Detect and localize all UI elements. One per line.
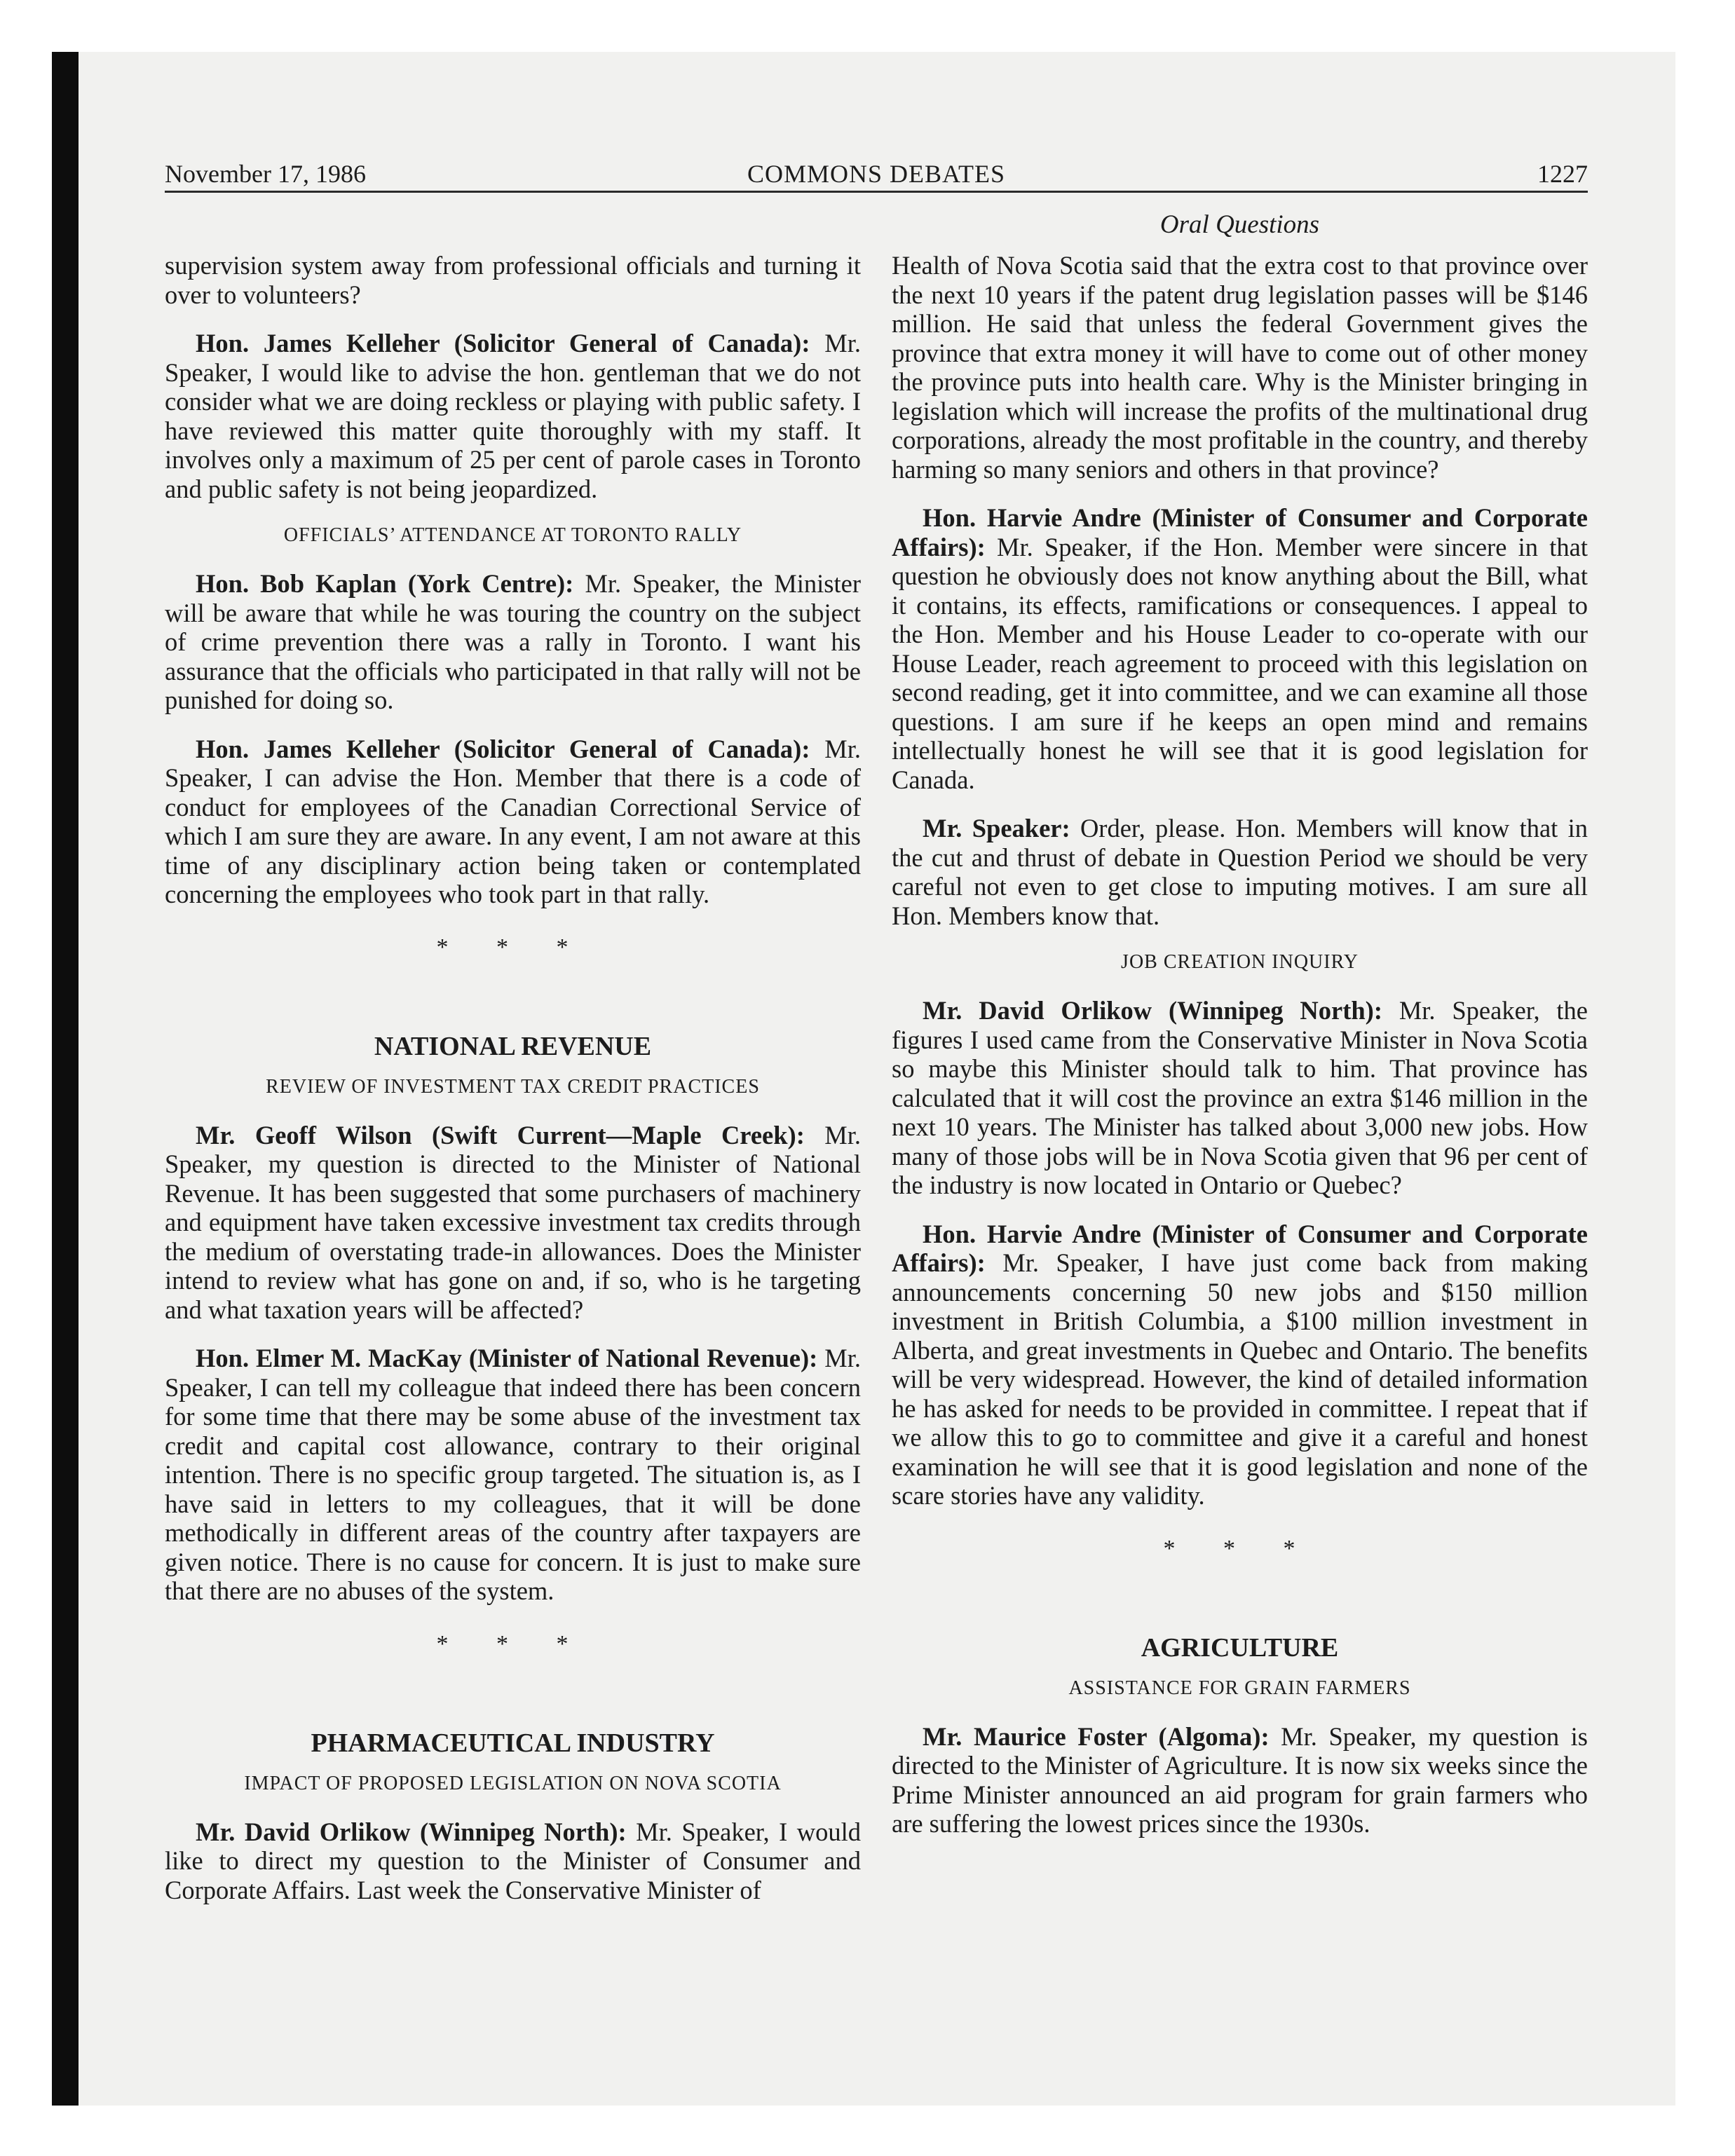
paragraph-text: Health of Nova Scotia said that the extra cost to that province over the next 10 years if the patent drug legislation passes will be $146 million. He said that unless the federal Government gives the province that extra money it will have to come out of other money the province puts into health care. Why is the Minister bringing in legislation which will increase the profits of the multinational drug corporations, already the most profitable in the country, and thereby harming so many seniors and others in that province? bbox=[892, 251, 1588, 484]
scan-edge bbox=[52, 52, 79, 2106]
speaker-name: Hon. Bob Kaplan (York Centre): bbox=[196, 569, 574, 598]
section-heading: NATIONAL REVENUE bbox=[374, 1031, 652, 1061]
section-divider: * * * bbox=[1163, 1535, 1316, 1562]
paragraph bbox=[165, 1817, 861, 1905]
speaker-name: Mr. Maurice Foster (Algoma): bbox=[923, 1721, 1270, 1751]
page-header bbox=[165, 157, 1588, 193]
speaker-name: Mr. Speaker: bbox=[923, 814, 1070, 842]
subheading: IMPACT OF PROPOSED LEGISLATION ON NOVA SCOTIA bbox=[244, 1772, 782, 1794]
paragraph bbox=[165, 569, 861, 715]
header-date: November 17, 1986 bbox=[165, 160, 366, 188]
paragraph bbox=[892, 1722, 1588, 1838]
page-number: 1227 bbox=[1537, 160, 1588, 188]
left-column bbox=[165, 251, 861, 1924]
paragraph bbox=[165, 251, 861, 309]
speaker-name: Hon. Elmer M. MacKay (Minister of National Revenue): bbox=[196, 1344, 818, 1372]
paragraph-text: Mr. Speaker, the Minister will be aware that while he was touring the country on the subject of crime prevention there was a rally in Toronto. I want his assurance that the officials who participated in that rally will not be punished for doing so. bbox=[165, 569, 861, 714]
paragraph bbox=[892, 251, 1588, 484]
paragraph bbox=[165, 329, 861, 503]
paragraph bbox=[892, 503, 1588, 794]
speaker-name: Hon. Harvie Andre (Minister of Consumer and Corporate Affairs): bbox=[892, 1219, 1588, 1277]
section-heading: AGRICULTURE bbox=[1141, 1632, 1339, 1663]
paragraph-text: Mr. Speaker, if the Hon. Member were sincere in that question he obviously does not know anything about the Bill, what it contains, its effects, ramifications or consequences. I appeal to the Hon. Member and his House Leader to co-operate with our House Leader, reach agreement to proceed with this legislation on second reading, get it into committee, and we can examine all those questions. I am sure if he keeps an open mind and remains intellectually honest he will see that it is good legislation for Canada. bbox=[892, 532, 1588, 794]
section-divider: * * * bbox=[436, 934, 590, 960]
paragraph-text: Order, please. Hon. Members will know that in the cut and thrust of debate in Question Period we should be very careful not even to get close to imputing motives. I am sure all Hon. Members know that. bbox=[892, 814, 1588, 930]
paragraph-text: Mr. Speaker, I would like to advise the hon. gentleman that we do not consider what we are doing reckless or playing with public safety. I have reviewed this matter quite thoroughly with my staff. It involves only a maximum of 25 per cent of parole cases in Toronto and public safety is not being jeopardized. bbox=[165, 329, 861, 503]
speaker-name: Hon. James Kelleher (Solicitor General of Canada): bbox=[196, 329, 810, 357]
paragraph-text: Mr. Speaker, I would like to direct my question to the Minister of Consumer and Corporate Affairs. Last week the Conservative Minister of bbox=[165, 1817, 861, 1904]
paragraph-text: Mr. Speaker, the figures I used came from the Conservative Minister in Nova Scotia so maybe this Minister should talk to him. That province has calculated that it will cost the province an extra $146 million in the next 10 years. The Minister has talked about 3,000 new jobs. How many of those jobs will be in Nova Scotia given that 96 per cent of the industry is now located in Ontario or Quebec? bbox=[892, 996, 1588, 1199]
paragraph-text: Mr. Speaker, I have just come back from making announcements concerning 50 new jobs and $150 million investment in British Columbia, a $100 million investment in Alberta, and great investments in Quebec and Ontario. The benefits will be very widespread. However, the kind of detailed information he has asked for needs to be provided in committee. I repeat that if we allow this to go to committee and give it a careful and honest examination he will see that it is good legislation and none of the scare stories have any validity. bbox=[892, 1248, 1588, 1510]
paragraph bbox=[165, 735, 861, 909]
section-label: Oral Questions bbox=[1159, 210, 1320, 239]
paragraph bbox=[165, 1344, 861, 1606]
speaker-name: Hon. James Kelleher (Solicitor General of Canada): bbox=[196, 734, 810, 763]
subheading: JOB CREATION INQUIRY bbox=[1121, 951, 1359, 973]
paragraph bbox=[165, 1121, 861, 1325]
section-heading: PHARMACEUTICAL INDUSTRY bbox=[311, 1728, 715, 1758]
paragraph-text: Mr. Speaker, I can tell my colleague that indeed there has been concern for some time that there may be some abuse of the investment tax credit and capital cost allowance, contrary to their original intention. There is no specific group targeted. The situation is, as I have said in letters to my colleagues, that it will be done methodically in different areas of the country after taxpayers are given notice. There is no cause for concern. It is just to make sure that there are no abuses of the system. bbox=[165, 1344, 861, 1605]
speaker-name: Mr. David Orlikow (Winnipeg North): bbox=[923, 996, 1382, 1025]
speaker-name: Mr. Geoff Wilson (Swift Current—Maple Creek): bbox=[196, 1120, 805, 1149]
speaker-name: Hon. Harvie Andre (Minister of Consumer and Corporate Affairs): bbox=[892, 503, 1588, 561]
paragraph-text: supervision system away from professional officials and turning it over to volunteers? bbox=[165, 251, 861, 309]
header-title: COMMONS DEBATES bbox=[747, 160, 1006, 188]
paragraph-text: Mr. Speaker, my question is directed to the Minister of Agriculture. It is now six weeks since the Prime Minister announced an aid program for grain farmers who are suffering the lowest prices since the 1930s. bbox=[892, 1721, 1588, 1838]
speaker-name: Mr. David Orlikow (Winnipeg North): bbox=[196, 1817, 627, 1846]
paragraph bbox=[892, 814, 1588, 930]
paragraph-text: Mr. Speaker, my question is directed to the Minister of National Revenue. It has been suggested that some purchasers of machinery and equipment have taken excessive investment tax credits through the medium of overstating trade-in allowances. Does the Minister intend to review what has gone on and, if so, who is he targeting and what taxation years will be affected? bbox=[165, 1120, 861, 1324]
paragraph bbox=[892, 996, 1588, 1200]
subheading: OFFICIALS’ ATTENDANCE AT TORONTO RALLY bbox=[283, 524, 742, 546]
paragraph bbox=[892, 1220, 1588, 1510]
section-divider: * * * bbox=[436, 1630, 590, 1657]
subheading: ASSISTANCE FOR GRAIN FARMERS bbox=[1068, 1677, 1411, 1699]
subheading: REVIEW OF INVESTMENT TAX CREDIT PRACTICES bbox=[266, 1075, 760, 1098]
right-column bbox=[892, 251, 1588, 1858]
paragraph-text: Mr. Speaker, I can advise the Hon. Member that there is a code of conduct for employees of the Canadian Correctional Service of which I am sure they are aware. In any event, I am not aware at this time of any disciplinary action being taken or contemplated concerning the employees who took part in that rally. bbox=[165, 734, 861, 908]
